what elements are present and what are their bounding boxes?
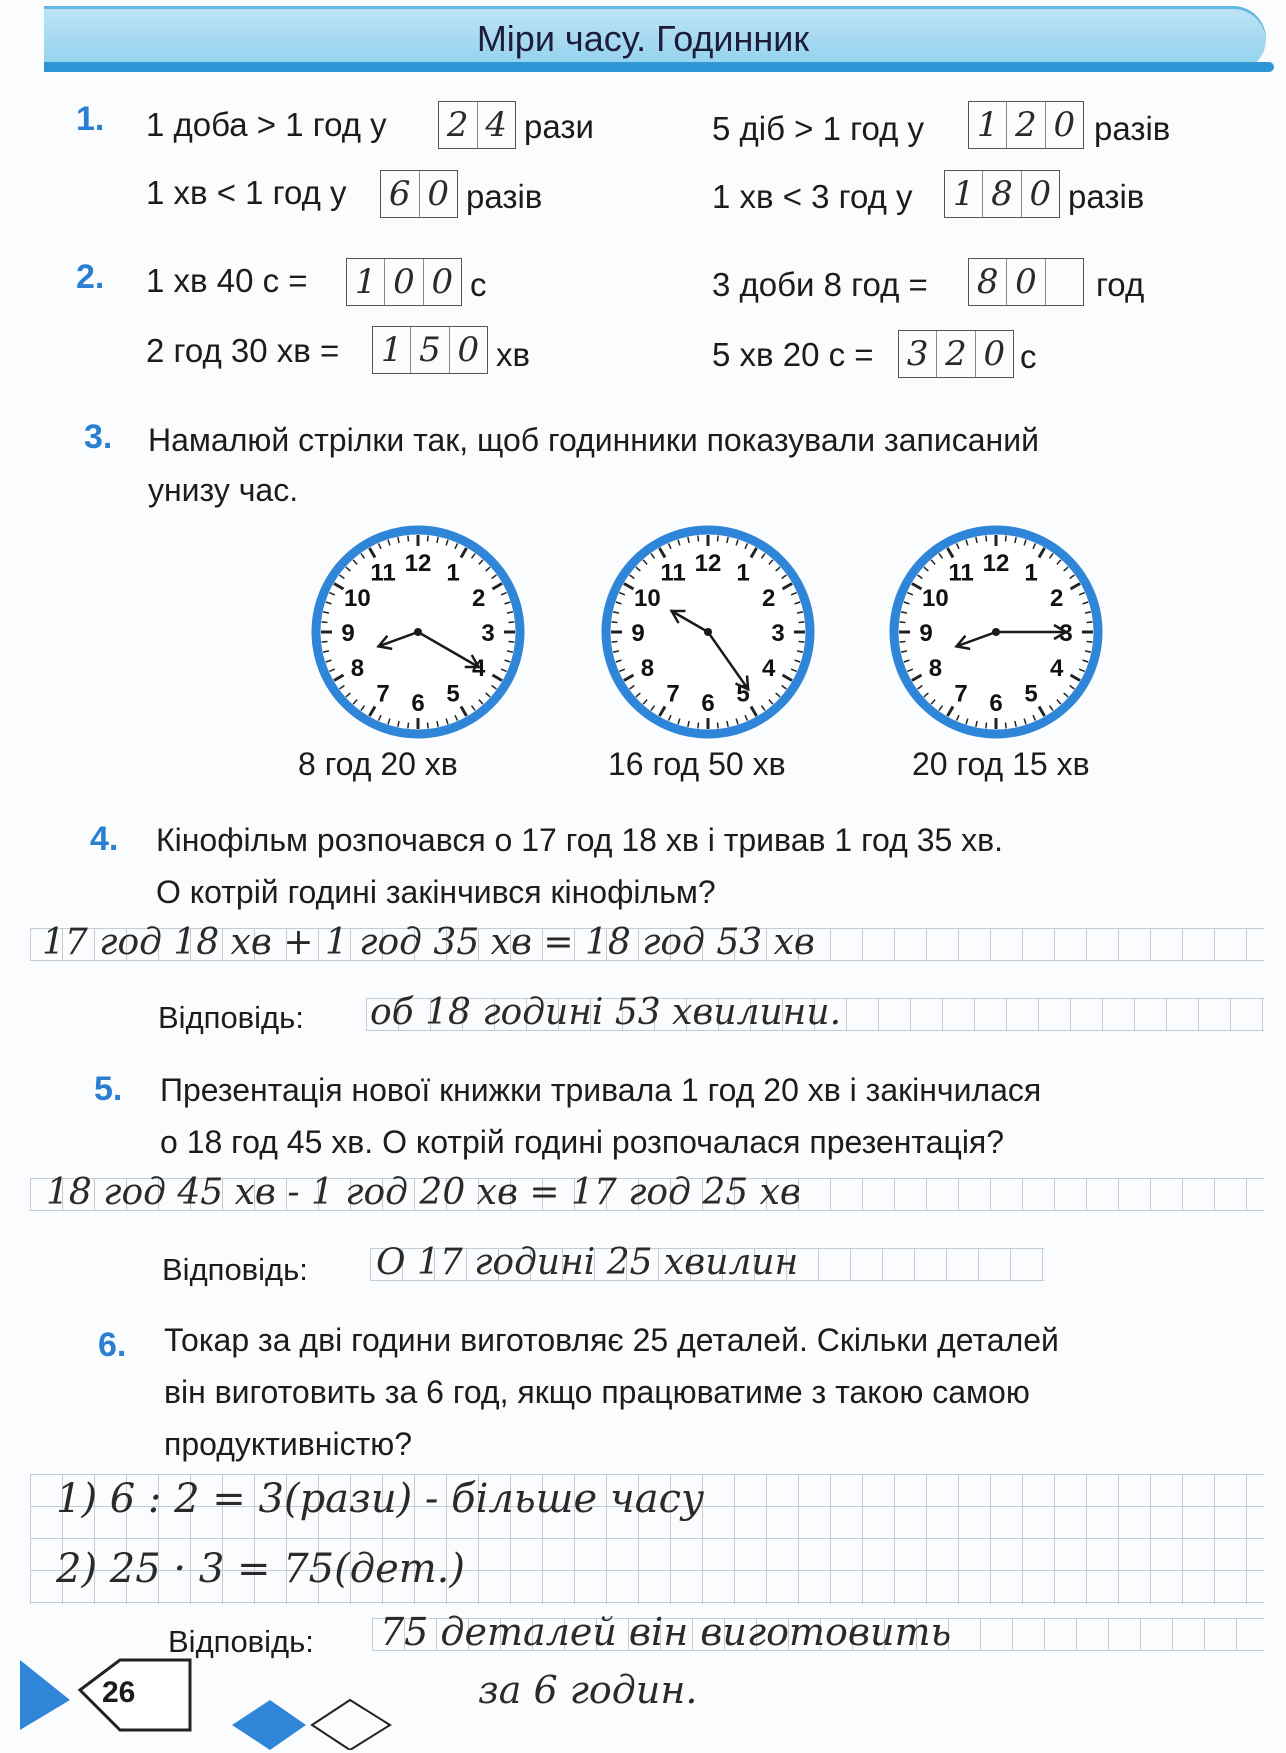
clock-tick bbox=[612, 642, 618, 643]
task-number: 3. bbox=[84, 418, 113, 456]
clock-center bbox=[414, 628, 422, 636]
task4-text-line1: Кінофільм розпочався о 17 год 18 хв і тривав 1 год 35 хв. bbox=[156, 822, 1004, 858]
task-number: 2. bbox=[76, 258, 105, 296]
clock-number: 8 bbox=[928, 655, 943, 682]
answer-box[interactable]: 3 2 0 bbox=[898, 330, 1014, 378]
clock-label: 8 год 20 хв bbox=[298, 746, 458, 782]
clock-tick bbox=[1006, 723, 1007, 729]
clock-number: 6 bbox=[701, 690, 715, 717]
clock-tick bbox=[408, 536, 409, 542]
footer-decoration bbox=[20, 1630, 400, 1750]
clock-number: 9 bbox=[631, 620, 645, 647]
clock-number: 5 bbox=[1024, 680, 1038, 708]
clock-tick bbox=[322, 642, 328, 643]
task2-row1-right: с bbox=[470, 266, 487, 303]
task6-text-line3: продуктивністю? bbox=[164, 1426, 413, 1462]
task5-solution: 18 год 45 хв - 1 год 20 хв = 17 год 25 хв bbox=[46, 1172, 801, 1213]
clock-number: 4 bbox=[471, 655, 486, 682]
task1-row1-right: рази bbox=[524, 108, 594, 145]
clock-tick bbox=[428, 536, 429, 542]
task1-row4-left: 1 хв < 3 год у bbox=[712, 178, 913, 215]
clock-number: 7 bbox=[376, 680, 390, 708]
clock-tick bbox=[900, 642, 906, 643]
task1-row3-right: разів bbox=[466, 178, 543, 215]
task6-step2: 2) 25 · 3 = 75(дет.) bbox=[56, 1546, 465, 1592]
task-number: 5. bbox=[94, 1070, 123, 1108]
task5-text-line1: Презентація нової книжки тривала 1 год 20 хв і закінчилася bbox=[160, 1072, 1042, 1108]
clock-tick bbox=[986, 536, 987, 542]
task2-row1-left: 1 хв 40 с = bbox=[146, 262, 308, 299]
clock-tick bbox=[698, 536, 699, 542]
clock-center bbox=[992, 628, 1000, 636]
clock-number: 11 bbox=[370, 559, 396, 587]
task1-row1-left: 1 доба > 1 год у bbox=[146, 106, 387, 143]
task3-text-line2: унизу час. bbox=[148, 472, 299, 508]
clock-tick bbox=[1006, 536, 1007, 542]
clock-number: 6 bbox=[989, 690, 1003, 717]
clock-number: 8 bbox=[350, 655, 365, 682]
clock-center bbox=[704, 628, 712, 636]
clock-number: 5 bbox=[446, 680, 460, 708]
clock-number: 6 bbox=[411, 690, 425, 717]
clock-number: 8 bbox=[640, 655, 655, 682]
clock-number: 12 bbox=[982, 550, 1010, 577]
clock-number: 3 bbox=[771, 620, 785, 647]
clock-tick bbox=[509, 642, 515, 643]
task2-row2-left: 3 доби 8 год = bbox=[712, 266, 928, 303]
clock-number: 10 bbox=[634, 585, 661, 612]
answer-box[interactable]: 1 2 0 bbox=[968, 101, 1084, 149]
task6-text-line2: він виготовить за 6 год, якщо працюватиме з такою самою bbox=[164, 1374, 1030, 1410]
task6-answer-line2[interactable]: за 6 годин. bbox=[478, 1668, 698, 1712]
clock bbox=[606, 530, 810, 734]
task1-row2-right: разів bbox=[1094, 110, 1171, 147]
clock bbox=[894, 530, 1098, 734]
clock-tick bbox=[900, 622, 906, 623]
clock-tick bbox=[1087, 642, 1093, 643]
clock-tick bbox=[1087, 622, 1093, 623]
task5-text-line2: о 18 год 45 хв. О котрій годині розпочалася презентація? bbox=[160, 1124, 1005, 1160]
task1-row2-left: 5 діб > 1 год у bbox=[712, 110, 925, 147]
task-number: 1. bbox=[76, 100, 105, 138]
clock-tick bbox=[799, 642, 805, 643]
clock-number: 1 bbox=[446, 559, 460, 587]
task-number: 4. bbox=[90, 820, 119, 858]
clock-number: 11 bbox=[948, 559, 974, 587]
task-number: 6. bbox=[98, 1326, 127, 1364]
answer-box[interactable]: 2 4 bbox=[438, 101, 516, 149]
task3-text-line1: Намалюй стрілки так, щоб годинники показували записаний bbox=[148, 422, 1039, 458]
clock bbox=[316, 530, 520, 734]
clock-tick bbox=[698, 723, 699, 729]
task2-row3-right: хв bbox=[496, 336, 531, 373]
answer-label: Відповідь: bbox=[162, 1252, 308, 1287]
clock-number: 12 bbox=[404, 550, 432, 577]
task6-answer-line1[interactable]: 75 деталей він виготовить bbox=[380, 1610, 952, 1654]
clock-number: 5 bbox=[736, 680, 750, 708]
clock-tick bbox=[986, 723, 987, 729]
clock-number: 4 bbox=[1049, 655, 1064, 682]
clock-number: 7 bbox=[666, 680, 680, 708]
clock-number: 10 bbox=[922, 585, 949, 612]
clock-label: 16 год 50 хв bbox=[608, 746, 786, 782]
answer-box[interactable]: 1 5 0 bbox=[372, 326, 488, 374]
clock-number: 2 bbox=[471, 585, 486, 612]
clock-number: 9 bbox=[919, 620, 933, 647]
task5-answer[interactable]: О 17 годині 25 хвилин bbox=[376, 1242, 799, 1283]
clock-number: 10 bbox=[344, 585, 371, 612]
task6-step1: 1) 6 : 2 = 3(рази) - більше часу bbox=[56, 1476, 705, 1522]
clock-number: 2 bbox=[761, 585, 776, 612]
clock-number: 12 bbox=[694, 550, 722, 577]
answer-box[interactable]: 1 0 0 bbox=[346, 258, 462, 306]
clock-tick bbox=[718, 536, 719, 542]
answer-box[interactable]: 6 0 bbox=[380, 170, 458, 218]
clock-number: 1 bbox=[736, 559, 750, 587]
clock-tick bbox=[408, 723, 409, 729]
answer-label: Відповідь: bbox=[168, 1624, 314, 1659]
task2-row4-right: с bbox=[1020, 338, 1037, 375]
answer-box[interactable]: 1 8 0 bbox=[944, 170, 1060, 218]
clock-number: 11 bbox=[660, 559, 686, 587]
clock-number: 2 bbox=[1049, 585, 1064, 612]
clock-number: 7 bbox=[954, 680, 968, 708]
task4-text-line2: О котрій годині закінчився кінофільм? bbox=[156, 874, 716, 910]
clock-tick bbox=[612, 622, 618, 623]
answer-label: Відповідь: bbox=[158, 1000, 304, 1035]
clock-tick bbox=[718, 723, 719, 729]
task2-row4-left: 5 хв 20 с = bbox=[712, 336, 874, 373]
clocks-area bbox=[0, 0, 1286, 800]
task4-solution: 17 год 18 хв + 1 год 35 хв = 18 год 53 хв bbox=[42, 922, 815, 963]
clock-number: 4 bbox=[761, 655, 776, 682]
clock-number: 3 bbox=[1059, 620, 1073, 647]
page-number: 26 bbox=[102, 1676, 136, 1709]
clock-tick bbox=[509, 622, 515, 623]
answer-box[interactable]: 8 0 bbox=[968, 258, 1084, 306]
task6-text-line1: Токар за дві години виготовляє 25 деталей. Скільки деталей bbox=[164, 1322, 1059, 1358]
clock-number: 9 bbox=[341, 620, 355, 647]
task1-row4-right: разів bbox=[1068, 178, 1145, 215]
clock-label: 20 год 15 хв bbox=[912, 746, 1090, 782]
clock-tick bbox=[322, 622, 328, 623]
task2-row2-right: год bbox=[1096, 266, 1145, 303]
task4-answer[interactable]: об 18 годині 53 хвилини. bbox=[370, 992, 842, 1033]
clock-number: 3 bbox=[481, 620, 495, 647]
clock-tick bbox=[799, 622, 805, 623]
clock-number: 1 bbox=[1024, 559, 1038, 587]
clock-tick bbox=[428, 723, 429, 729]
page-title: Міри часу. Годинник bbox=[476, 18, 810, 59]
task1-row3-left: 1 хв < 1 год у bbox=[146, 174, 347, 211]
task2-row3-left: 2 год 30 хв = bbox=[146, 332, 340, 369]
